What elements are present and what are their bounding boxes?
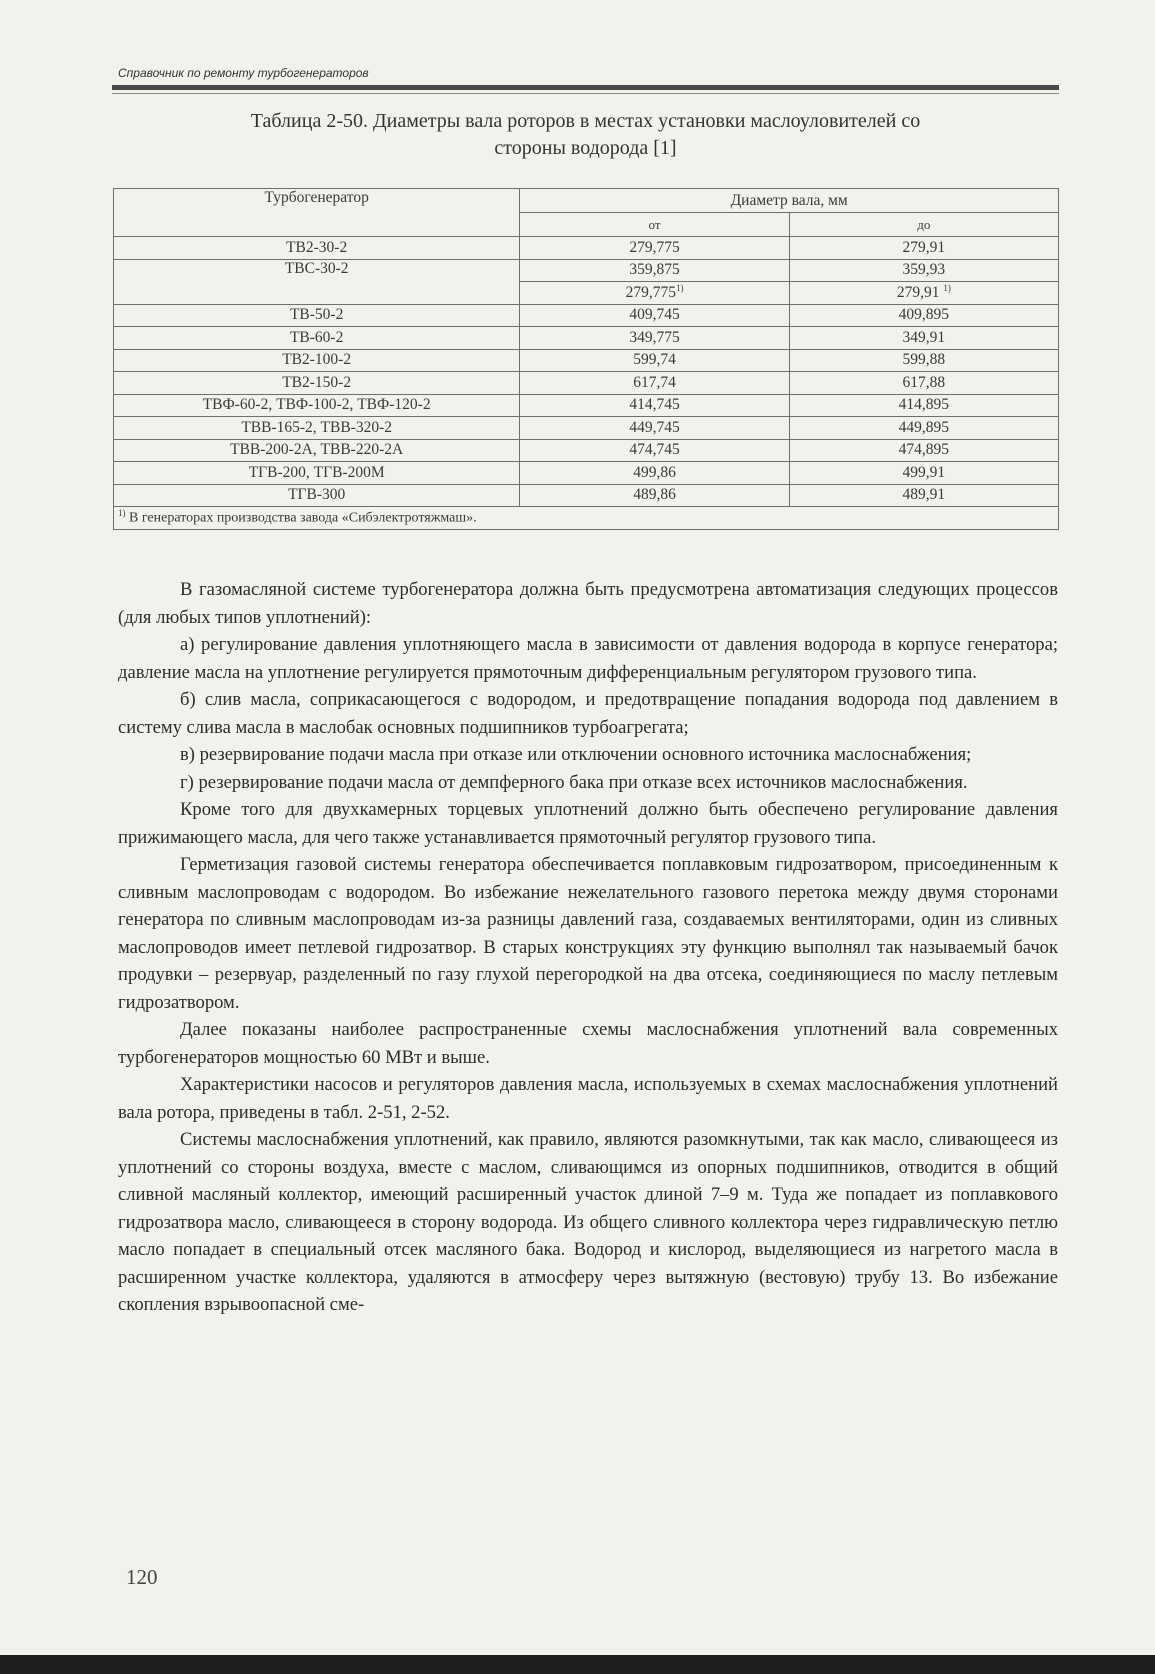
- to-cell: 414,895: [789, 394, 1058, 417]
- to-cell: 499,91: [789, 462, 1058, 485]
- generator-cell: ТВС-30-2: [114, 259, 520, 304]
- table-caption-line-2: стороны водорода [1]: [494, 137, 677, 159]
- table-row: [114, 394, 1059, 417]
- paragraph: а) регулирование давления уплотняющего масла в зависимости от давления водорода в корпусе генератора; давление масла на уплотнение регулируется прямоточным дифференциальным регулятором грузового типа.: [118, 634, 1058, 683]
- header-diameter: Диаметр вала, мм: [520, 189, 1059, 213]
- paragraph: в) резервирование подачи масла при отказе или отключении основного источника маслоснабжения;: [180, 744, 972, 765]
- table-caption-line-1: Таблица 2-50. Диаметры вала роторов в местах установки маслоуловителей со: [250, 110, 921, 132]
- generator-cell: ТВВ-165-2, ТВВ-320-2: [114, 417, 520, 440]
- generator-cell: ТВ-50-2: [114, 304, 520, 327]
- header-rule-thin: [112, 93, 1059, 94]
- to-cell: 279,91: [789, 237, 1058, 260]
- footnote-ref: 1): [675, 283, 684, 294]
- to-cell: 489,91: [789, 484, 1058, 507]
- to-cell: 349,91: [789, 327, 1058, 350]
- paragraph: Герметизация газовой системы генератора обеспечивается поплавковым гидрозатвором, присоединенным к сливным маслопроводам с водородом. Во избежание нежелательного газового перетока между двумя сторонами генератора по сливным маслопроводам из-за разницы давлений газа, создаваемых вентиляторами, один из сливных маслопроводов имеет петлевой гидрозатвор. В старых конструкциях эту функцию выполнял так называемый бачок продувки – резервуар, разделенный по газу глухой перегородкой на два отсека, соединяющиеся по маслу петлевым гидрозатвором.: [118, 854, 1058, 1013]
- from-cell: 349,775: [520, 327, 789, 350]
- to-cell: 474,895: [789, 439, 1058, 462]
- generator-cell: ТВФ-60-2, ТВФ-100-2, ТВФ-120-2: [114, 394, 520, 417]
- to-cell: 617,88: [789, 372, 1058, 395]
- shaft-diameter-table: [113, 188, 1059, 530]
- generator-cell: ТВ2-150-2: [114, 372, 520, 395]
- from-cell: 414,745: [520, 394, 789, 417]
- table-row: [114, 327, 1059, 350]
- body-text: [118, 576, 1058, 1319]
- table-row: [114, 349, 1059, 372]
- paragraph: б) слив масла, соприкасающегося с водородом, и предотвращение попадания водорода под давлением в систему слива масла в маслобак основных подшипников турбоагрегата;: [118, 689, 1058, 738]
- from-cell: 359,875: [520, 259, 789, 282]
- to-value: 279,91: [896, 284, 940, 302]
- table-row: [114, 237, 1059, 260]
- from-cell: 474,745: [520, 439, 789, 462]
- to-cell: 409,895: [789, 304, 1058, 327]
- to-cell: 359,93: [789, 259, 1058, 282]
- table-row: [114, 259, 1059, 282]
- footnote-text: В генераторах производства завода «Сибэлектротяжмаш».: [129, 511, 477, 527]
- table-footnote-row: [114, 507, 1059, 530]
- table-row: [114, 462, 1059, 485]
- table-header-row: [114, 189, 1059, 213]
- table-footnote: [114, 507, 1059, 530]
- from-cell: 489,86: [520, 484, 789, 507]
- from-cell: 409,745: [520, 304, 789, 327]
- page-number: 120: [126, 1565, 158, 1589]
- table-row: [114, 304, 1059, 327]
- footnote-mark: 1): [118, 508, 126, 519]
- paragraph: Характеристики насосов и регуляторов давления масла, используемых в схемах маслоснабжения уплотнений вала ротора, приведены в табл. 2-51, 2-52.: [118, 1074, 1058, 1123]
- header-rule-thick: [112, 85, 1059, 90]
- from-cell: [520, 282, 789, 305]
- paragraph: Системы маслоснабжения уплотнений, как правило, являются разомкнутыми, так как масло, сливающееся из уплотнений со стороны воздуха, вместе с маслом, сливающимся из опорных подшипников, отводится в общий сливной масляный коллектор, имеющий расширенный участок длиной 7–9 м. Туда же попадает из поплавкового гидрозатвора масло, сливающееся в сторону водорода. Из общего сливного коллектора через гидравлическую петлю масло попадает в специальный отсек масляного бака. Водород и кислород, выделяющиеся из нагретого масла в расширенном участке коллектора, удаляются в атмосферу через вытяжную (вестовую) трубу 13. Во избежание скопления взрывоопасной сме-: [118, 1129, 1058, 1315]
- from-cell: 279,775: [520, 237, 789, 260]
- footnote-ref: 1): [943, 283, 951, 294]
- header-generator: Турбогенератор: [114, 189, 520, 237]
- from-cell: 499,86: [520, 462, 789, 485]
- from-cell: 599,74: [520, 349, 789, 372]
- from-cell: 617,74: [520, 372, 789, 395]
- table-row: [114, 417, 1059, 440]
- scan-edge-bar: [0, 1655, 1155, 1674]
- generator-cell: ТГВ-200, ТГВ-200М: [114, 462, 520, 485]
- table-row: [114, 372, 1059, 395]
- generator-cell: ТВВ-200-2А, ТВВ-220-2А: [114, 439, 520, 462]
- paragraph: г) резервирование подачи масла от демпферного бака при отказе всех источников маслоснабжения.: [180, 771, 968, 793]
- paragraph: В газомасляной системе турбогенератора должна быть предусмотрена автоматизация следующих процессов (для любых типов уплотнений):: [118, 579, 1058, 628]
- generator-cell: ТВ2-100-2: [114, 349, 520, 372]
- from-cell: 449,745: [520, 417, 789, 440]
- header-to: до: [789, 213, 1058, 237]
- table-row: [114, 484, 1059, 507]
- generator-cell: ТГВ-300: [114, 484, 520, 507]
- header-from: от: [520, 213, 789, 237]
- from-value: 279,775: [625, 284, 676, 302]
- generator-cell: ТВ2-30-2: [114, 237, 520, 260]
- to-cell: 599,88: [789, 349, 1058, 372]
- table-caption: [112, 108, 1059, 162]
- running-head: Справочник по ремонту турбогенераторов: [118, 66, 369, 80]
- generator-cell: ТВ-60-2: [114, 327, 520, 350]
- paragraph: Далее показаны наиболее распространенные схемы маслоснабжения уплотнений вала современных турбогенераторов мощностью 60 МВт и выше.: [118, 1019, 1058, 1068]
- table-row: [114, 439, 1059, 462]
- to-cell: 449,895: [789, 417, 1058, 440]
- to-cell: [789, 282, 1058, 305]
- paragraph: Кроме того для двухкамерных торцевых уплотнений должно быть обеспечено регулирование давления прижимающего масла, для чего также устанавливается прямоточный регулятор грузового типа.: [118, 799, 1058, 848]
